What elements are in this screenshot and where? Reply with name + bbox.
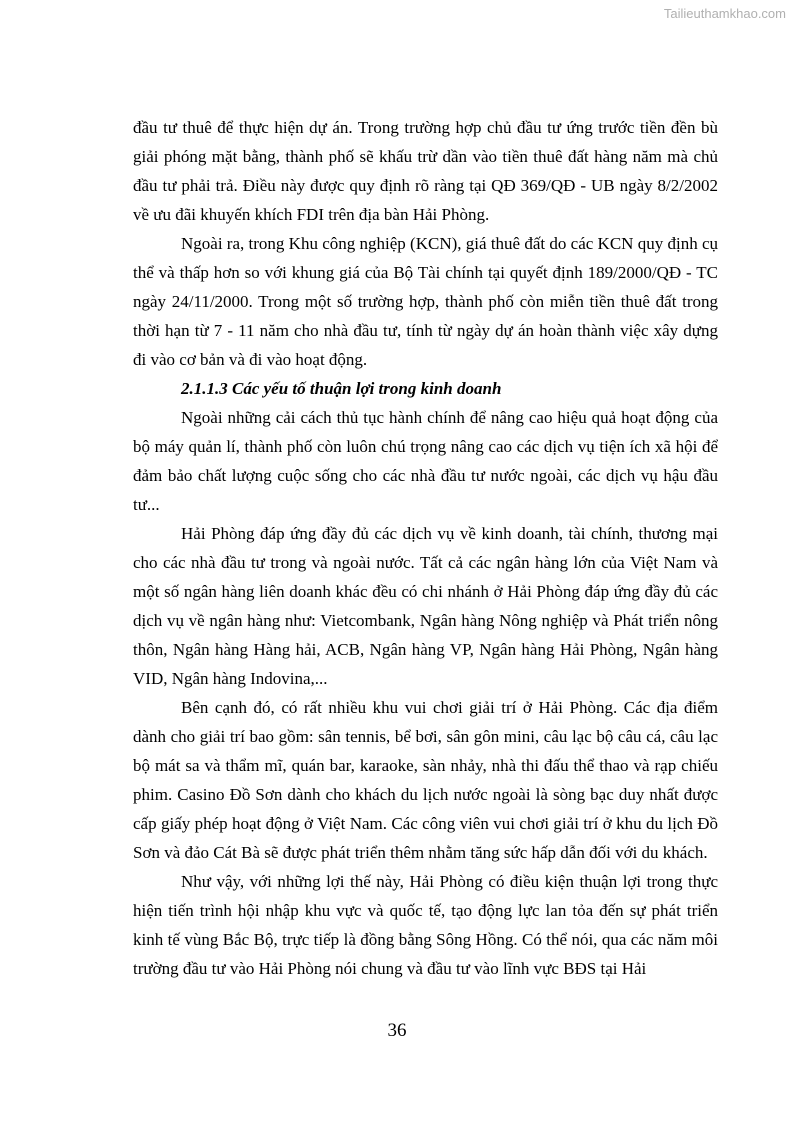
page-number: 36 (387, 1020, 407, 1041)
paragraph-admin-reform: Ngoài những cải cách thủ tục hành chính để nâng cao hiệu quả hoạt động của bộ máy quản lí, thành phố còn luôn chú trọng nâng cao các dịch vụ tiện ích xã hội để đảm bảo chất lượng cuộc sống cho các nhà đầu tư nước ngoài, các dịch vụ hậu đầu tư... (133, 408, 718, 514)
paragraph-banking: Hải Phòng đáp ứng đầy đủ các dịch vụ về kinh doanh, tài chính, thương mại cho các nhà đầu tư trong và ngoài nước. Tất cả các ngân hàng lớn của Việt Nam và một số ngân hàng liên doanh khác đều có chi nhánh ở Hải Phòng đáp ứng đầy đủ các dịch vụ về ngân hàng như: Vietcombank, Ngân hàng Nông nghiệp và Phát triển nông thôn, Ngân hàng Hàng hải, ACB, Ngân hàng VP, Ngân hàng Hải Phòng, Ngân hàng VID, Ngân hàng Indovina,... (133, 524, 718, 688)
page-body (133, 113, 718, 983)
watermark: Tailieuthamkhao.com (663, 6, 786, 21)
section-heading: 2.1.1.3 Các yếu tố thuận lợi trong kinh doanh (181, 379, 502, 398)
paragraph-kcn-land: Ngoài ra, trong Khu công nghiệp (KCN), giá thuê đất do các KCN quy định cụ thể và thấp hơn so với khung giá của Bộ Tài chính tại quyết định 189/2000/QĐ - TC ngày 24/11/2000. Trong một số trường hợp, thành phố còn miễn tiền thuê đất trong thời hạn từ 7 - 11 năm cho nhà đầu tư, tính từ ngày dự án hoàn thành việc xây dựng đi vào cơ bản và đi vào hoạt động. (133, 234, 718, 369)
paragraph-conclusion: Như vậy, với những lợi thế này, Hải Phòng có điều kiện thuận lợi trong thực hiện tiến trình hội nhập khu vực và quốc tế, tạo động lực lan tỏa đến sự phát triển kinh tế vùng Bắc Bộ, trực tiếp là đồng bằng Sông Hồng. Có thể nói, qua các năm môi trường đầu tư vào Hải Phòng nói chung và đầu tư vào lĩnh vực BĐS tại Hải (133, 872, 718, 978)
paragraph-continued: đầu tư thuê để thực hiện dự án. Trong trường hợp chủ đầu tư ứng trước tiền đền bù giải phóng mặt bằng, thành phố sẽ khấu trừ dần vào tiền thuê đất hàng năm mà chủ đầu tư phải trả. Điều này được quy định rõ ràng tại QĐ 369/QĐ - UB ngày 8/2/2002 về ưu đãi khuyến khích FDI trên địa bàn Hải Phòng. (133, 118, 718, 224)
paragraph-entertainment: Bên cạnh đó, có rất nhiều khu vui chơi giải trí ở Hải Phòng. Các địa điểm dành cho giải trí bao gồm: sân tennis, bể bơi, sân gôn mini, câu lạc bộ câu cá, câu lạc bộ mát sa và thẩm mĩ, quán bar, karaoke, sàn nhảy, nhà thi đấu thể thao và rạp chiếu phim. Casino Đồ Sơn dành cho khách du lịch nước ngoài là sòng bạc duy nhất được cấp giấy phép hoạt động ở Việt Nam. Các công viên vui chơi giải trí ở khu du lịch Đồ Sơn và đảo Cát Bà sẽ được phát triển thêm nhằm tăng sức hấp dẫn đối với du khách. (133, 698, 718, 862)
